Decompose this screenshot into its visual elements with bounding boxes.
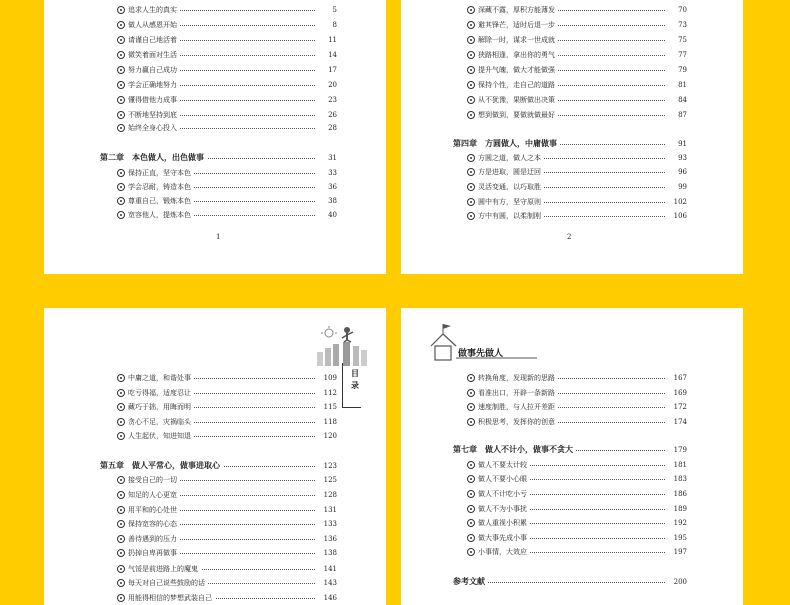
bullet-icon xyxy=(467,374,475,382)
bullet-icon xyxy=(467,51,475,59)
chapter-heading[interactable]: 第二章 本色做人，出色做事 31 xyxy=(100,150,337,166)
bullet-icon xyxy=(117,491,125,499)
bullet-icon xyxy=(467,81,475,89)
bullet-icon xyxy=(117,520,125,528)
toc-entry[interactable]: 知足的人心更宽 128 xyxy=(117,488,337,502)
toc-entry[interactable]: 人生起伏，知进知退 120 xyxy=(117,429,337,443)
toc-entry[interactable]: 每天对自己说些鼓励的话 143 xyxy=(117,576,337,590)
bullet-icon xyxy=(467,548,475,556)
toc-entry[interactable]: 藏巧于拙，用晦而明 115 xyxy=(117,400,337,414)
bullet-icon xyxy=(467,66,475,74)
toc-entry[interactable]: 转换角度，发现新的思路 167 xyxy=(467,371,687,385)
bullet-icon xyxy=(467,6,475,14)
bullet-icon xyxy=(117,506,125,514)
bullet-icon xyxy=(467,212,475,220)
toc-entry[interactable]: 不断地坚持到底 26 xyxy=(117,108,337,122)
toc-entry[interactable]: 学会正确地努力 20 xyxy=(117,78,337,92)
bullet-icon xyxy=(467,36,475,44)
toc-entry[interactable]: 扔掉自卑再做事 138 xyxy=(117,546,337,560)
toc-entry[interactable]: 灵活变通，以巧取胜 99 xyxy=(467,180,687,194)
toc-entry[interactable]: 提升气魄，做大才能做强 79 xyxy=(467,63,687,77)
bullet-icon xyxy=(467,490,475,498)
toc-entry[interactable]: 微笑着面对生活 14 xyxy=(117,48,337,62)
toc-entry[interactable]: 保持个性，走自己的道路 81 xyxy=(467,78,687,92)
bullet-icon xyxy=(117,549,125,557)
bullet-icon xyxy=(467,183,475,191)
bullet-icon xyxy=(117,111,125,119)
toc-entry[interactable]: 气馁是前进路上的魔鬼 141 xyxy=(117,562,337,576)
bullet-icon xyxy=(117,51,125,59)
toc-entry[interactable]: 用平和的心处世 131 xyxy=(117,503,337,517)
toc-entry[interactable]: 做人从感恩开始 8 xyxy=(117,18,337,32)
toc-entry[interactable]: 速度制胜，与人拉开差距 172 xyxy=(467,400,687,414)
bullet-icon xyxy=(117,21,125,29)
toc-entry[interactable]: 做人不为小事扰 189 xyxy=(467,502,687,516)
bullet-icon xyxy=(467,475,475,483)
bullet-icon xyxy=(467,96,475,104)
toc-page-1 xyxy=(44,0,386,274)
toc-page-3 xyxy=(44,308,386,605)
bullet-icon xyxy=(117,36,125,44)
toc-entry[interactable]: 保持宽容的心态 133 xyxy=(117,517,337,531)
bullet-icon xyxy=(117,565,125,573)
chapter-heading[interactable]: 第七章 做人不计小，做事不贪大 179 xyxy=(453,442,687,458)
toc-entry[interactable]: 方中有圆，以柔制刚 106 xyxy=(467,209,687,223)
toc-entry[interactable]: 狭路相逢，拿出你的勇气 77 xyxy=(467,48,687,62)
bullet-icon xyxy=(467,111,475,119)
toc-entry[interactable]: 积极思考，发挥你的创意 174 xyxy=(467,415,687,429)
bullet-icon xyxy=(117,124,125,132)
bullet-icon xyxy=(467,168,475,176)
toc-entry[interactable]: 善待遇到的压力 136 xyxy=(117,532,337,546)
toc-entry[interactable]: 看准出口，开辟一条新路 169 xyxy=(467,386,687,400)
chapter-heading[interactable]: 第五章 做人平常心，做事进取心 123 xyxy=(100,458,337,474)
bullet-icon xyxy=(467,505,475,513)
bullet-icon xyxy=(117,594,125,602)
toc-entry[interactable]: 深藏不露，厚积方能薄发 70 xyxy=(467,3,687,17)
toc-entry[interactable]: 中庸之道，和谐处事 109 xyxy=(117,371,337,385)
bullet-icon xyxy=(467,198,475,206)
bullet-icon xyxy=(117,197,125,205)
toc-entry[interactable]: 保持正直，坚守本色 33 xyxy=(117,166,337,180)
bullet-icon xyxy=(117,432,125,440)
toc-entry[interactable]: 努力赢自己成功 17 xyxy=(117,63,337,77)
bullet-icon xyxy=(467,519,475,527)
bullet-icon xyxy=(117,374,125,382)
bullet-icon xyxy=(467,418,475,426)
toc-entry[interactable]: 圆中有方，坚守原则 102 xyxy=(467,195,687,209)
bullet-icon xyxy=(467,534,475,542)
toc-entry[interactable]: 用能得相信的梦想武装自己 146 xyxy=(117,591,337,605)
toc-entry[interactable]: 解除一时，谋求一世成就 75 xyxy=(467,33,687,47)
toc-entry[interactable]: 避其锋芒，适时后退一步 73 xyxy=(467,18,687,32)
references-entry[interactable]: 参考文献 200 xyxy=(453,574,687,590)
toc-entry[interactable]: 做人重视小积累 192 xyxy=(467,516,687,530)
bullet-icon xyxy=(467,154,475,162)
bullet-icon xyxy=(117,403,125,411)
bullet-icon xyxy=(117,579,125,587)
bullet-icon xyxy=(117,418,125,426)
toc-entry[interactable]: 尊重自己，锻炼本色 38 xyxy=(117,194,337,208)
page-number: 2 xyxy=(567,233,572,241)
bullet-icon xyxy=(117,66,125,74)
toc-entry[interactable]: 想到做到，要做就做最好 87 xyxy=(467,108,687,122)
bullet-icon xyxy=(117,6,125,14)
toc-entry[interactable]: 懂得借他力成事 23 xyxy=(117,93,337,107)
bullet-icon xyxy=(467,461,475,469)
bullet-icon xyxy=(117,96,125,104)
toc-entry[interactable]: 接受自己的一切 125 xyxy=(117,473,337,487)
toc-entry[interactable]: 小事情，大效应 197 xyxy=(467,545,687,559)
bullet-icon xyxy=(117,81,125,89)
toc-entry[interactable]: 请谨自己地活着 11 xyxy=(117,33,337,47)
toc-entry[interactable]: 吃亏得福，适度忍让 112 xyxy=(117,386,337,400)
toc-entry[interactable]: 从不犹豫，果断做出决策 84 xyxy=(467,93,687,107)
toc-entry[interactable]: 方是进取，圆是迂回 96 xyxy=(467,165,687,179)
bullet-icon xyxy=(117,183,125,191)
toc-entry[interactable]: 做人不计吃小亏 186 xyxy=(467,487,687,501)
bullet-icon xyxy=(117,476,125,484)
bullet-icon xyxy=(117,535,125,543)
toc-entry[interactable]: 宽容他人，提炼本色 40 xyxy=(117,208,337,222)
banner-title: 做事先做人 xyxy=(458,349,504,359)
toc-entry[interactable]: 做人不要小心眼 183 xyxy=(467,472,687,486)
mulu-label: 目录 xyxy=(351,369,359,390)
toc-entry[interactable]: 始终全身心投入 28 xyxy=(117,121,337,135)
toc-page-4 xyxy=(401,308,743,605)
chapter-heading[interactable]: 第四章 方圆做人，中庸做事 91 xyxy=(453,136,687,152)
toc-entry[interactable]: 贪心不足，灾祸临头 118 xyxy=(117,415,337,429)
toc-page-2 xyxy=(401,0,743,274)
page-number: 1 xyxy=(216,233,221,241)
bullet-icon xyxy=(117,211,125,219)
bullet-icon xyxy=(467,389,475,397)
toc-entry[interactable]: 学会忍耐，铸造本色 36 xyxy=(117,180,337,194)
toc-entry[interactable]: 方圆之道，做人之本 93 xyxy=(467,151,687,165)
toc-entry[interactable]: 做大事先成小事 195 xyxy=(467,531,687,545)
climbing-figure-icon xyxy=(309,326,386,366)
toc-entry[interactable]: 追求人生的真实 5 xyxy=(117,3,337,17)
bullet-icon xyxy=(117,389,125,397)
bullet-icon xyxy=(117,169,125,177)
bullet-icon xyxy=(467,21,475,29)
bullet-icon xyxy=(467,403,475,411)
toc-entry[interactable]: 做人不要太计较 181 xyxy=(467,458,687,472)
